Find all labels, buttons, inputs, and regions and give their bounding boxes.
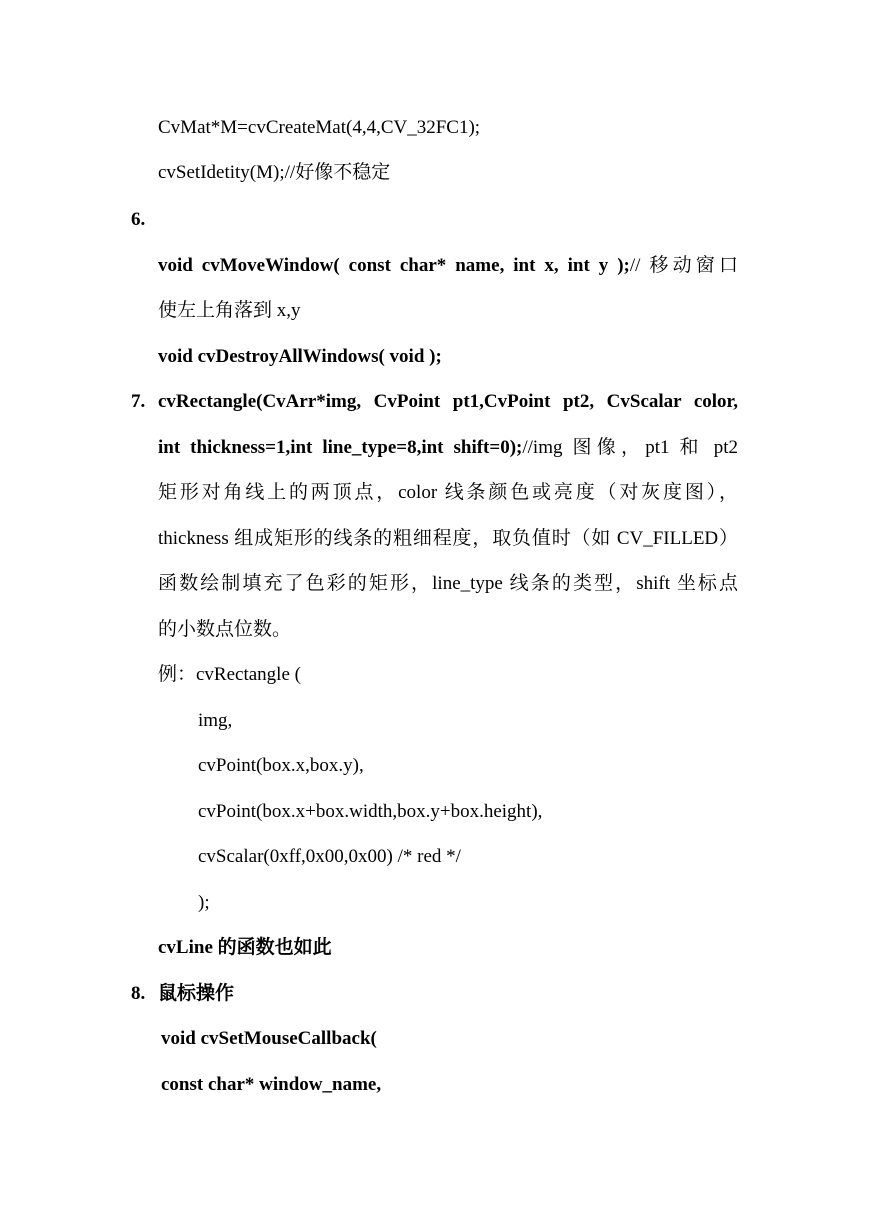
cvline-note: cvLine 的函数也如此 bbox=[158, 937, 332, 958]
rectangle-params-signature: int thickness=1,int line_type=8,int shift=0); bbox=[158, 437, 523, 458]
example-arg-pt2: cvPoint(box.x+box.width,box.y+box.height), bbox=[198, 801, 543, 822]
code-line-set-mouse-callback: void cvSetMouseCallback( bbox=[161, 1028, 377, 1049]
example-arg-img: img, bbox=[198, 710, 233, 731]
section-8-title: 鼠标操作 bbox=[158, 983, 235, 1004]
move-window-comment: // 移动窗口 bbox=[629, 255, 738, 276]
move-window-description: 使左上角落到 x,y bbox=[158, 300, 301, 321]
code-line-rectangle-signature: cvRectangle(CvArr*img, CvPoint pt1,CvPoint pt2, CvScalar color, bbox=[158, 391, 738, 412]
rectangle-params-comment: //img 图像，pt1 和 pt2 bbox=[522, 437, 738, 458]
rectangle-description-1: 矩形对角线上的两顶点，color 线条颜色或亮度（对灰度图）， bbox=[158, 482, 738, 503]
code-line-set-identity: cvSetIdetity(M);//好像不稳定 bbox=[158, 162, 391, 183]
code-line-move-window bbox=[158, 254, 738, 278]
section-number-7: 7. bbox=[131, 391, 146, 412]
code-line-window-name-param: const char* window_name, bbox=[161, 1074, 382, 1095]
rectangle-description-2: thickness 组成矩形的线条的粗细程度，取负值时（如 CV_FILLED） bbox=[158, 528, 738, 549]
section-number-8: 8. bbox=[131, 983, 146, 1004]
example-arg-pt1: cvPoint(box.x,box.y), bbox=[198, 755, 364, 776]
example-close: ); bbox=[198, 892, 210, 913]
example-arg-color: cvScalar(0xff,0x00,0x00) /* red */ bbox=[198, 846, 461, 867]
section-number-6: 6. bbox=[131, 209, 146, 230]
move-window-signature: void cvMoveWindow( const char* name, int x, int y ); bbox=[158, 255, 630, 276]
code-line-destroy-windows: void cvDestroyAllWindows( void ); bbox=[158, 346, 442, 367]
example-heading: 例：cvRectangle ( bbox=[158, 664, 301, 685]
rectangle-description-3: 函数绘制填充了色彩的矩形，line_type 线条的类型，shift 坐标点 bbox=[158, 573, 738, 594]
code-line-create-mat: CvMat*M=cvCreateMat(4,4,CV_32FC1); bbox=[158, 117, 481, 138]
rectangle-description-4: 的小数点位数。 bbox=[158, 619, 292, 640]
code-line-rectangle-params bbox=[158, 436, 738, 460]
